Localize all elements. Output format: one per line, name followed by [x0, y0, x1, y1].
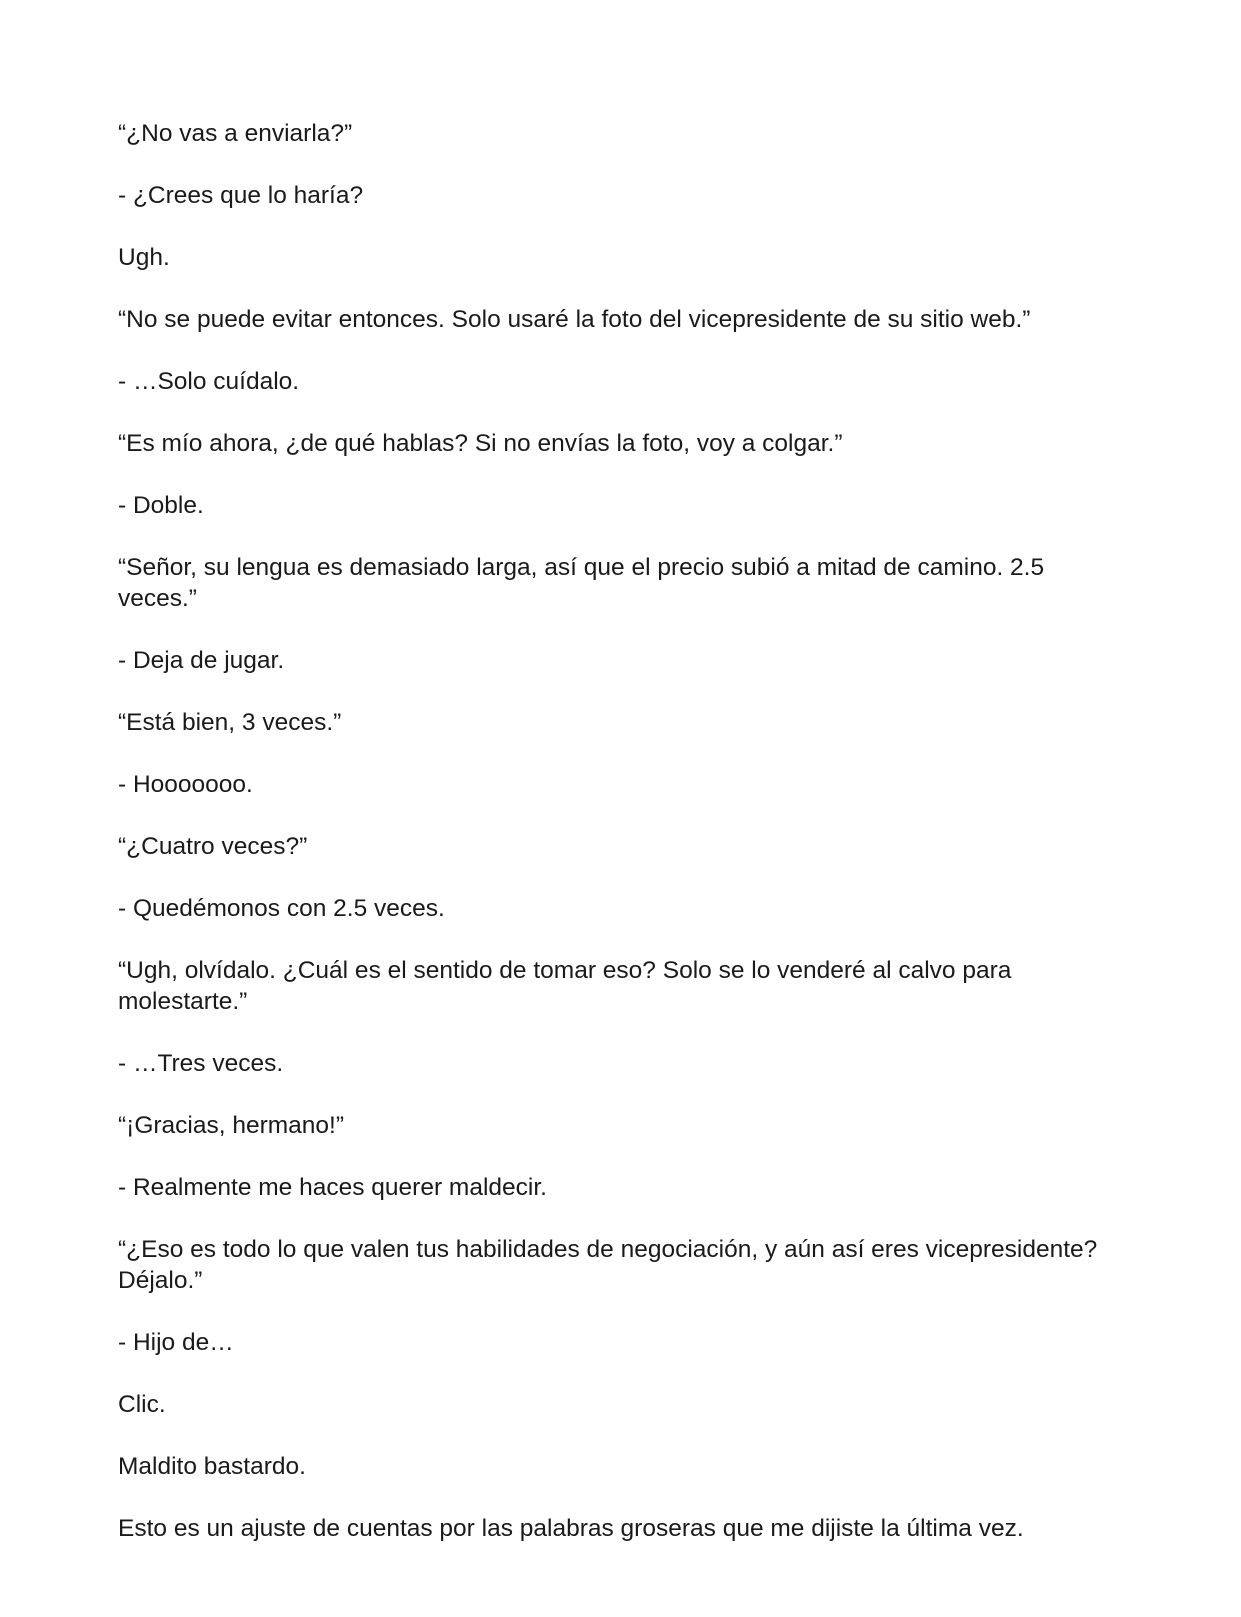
paragraph: - ¿Crees que lo haría?	[118, 182, 364, 209]
document-body	[118, 118, 1128, 1575]
paragraph: Maldito bastardo.	[118, 1453, 306, 1480]
paragraph: - Doble.	[118, 492, 204, 519]
paragraph: “¿Cuatro veces?”	[118, 833, 308, 860]
paragraph: - Hooooooo.	[118, 771, 253, 798]
paragraph: “¿No vas a enviarla?”	[118, 120, 353, 147]
paragraph: - Quedémonos con 2.5 veces.	[118, 895, 445, 922]
paragraph: - Deja de jugar.	[118, 647, 285, 674]
paragraph: Esto es un ajuste de cuentas por las palabras groseras que me dijiste la última vez.	[118, 1515, 1024, 1542]
paragraph: “¡Gracias, hermano!”	[118, 1112, 345, 1139]
paragraph: “No se puede evitar entonces. Solo usaré la foto del vicepresidente de su sitio web.”	[118, 306, 1031, 333]
paragraph: Clic.	[118, 1391, 166, 1418]
paragraph: “Es mío ahora, ¿de qué hablas? Si no envías la foto, voy a colgar.”	[118, 430, 843, 457]
paragraph: “Está bien, 3 veces.”	[118, 709, 342, 736]
paragraph: “¿Eso es todo lo que valen tus habilidades de negociación, y aún así eres vicepresidente? Déjalo.”	[118, 1236, 1098, 1294]
paragraph: “Señor, su lengua es demasiado larga, así que el precio subió a mitad de camino. 2.5 veces.”	[118, 554, 1045, 612]
paragraph: - …Solo cuídalo.	[118, 368, 300, 395]
paragraph: “Ugh, olvídalo. ¿Cuál es el sentido de tomar eso? Solo se lo venderé al calvo para molestarte.”	[118, 957, 1012, 1015]
paragraph: - Hijo de…	[118, 1329, 234, 1356]
paragraph: - …Tres veces.	[118, 1050, 284, 1077]
paragraph: - Realmente me haces querer maldecir.	[118, 1174, 547, 1201]
paragraph: Ugh.	[118, 244, 170, 271]
